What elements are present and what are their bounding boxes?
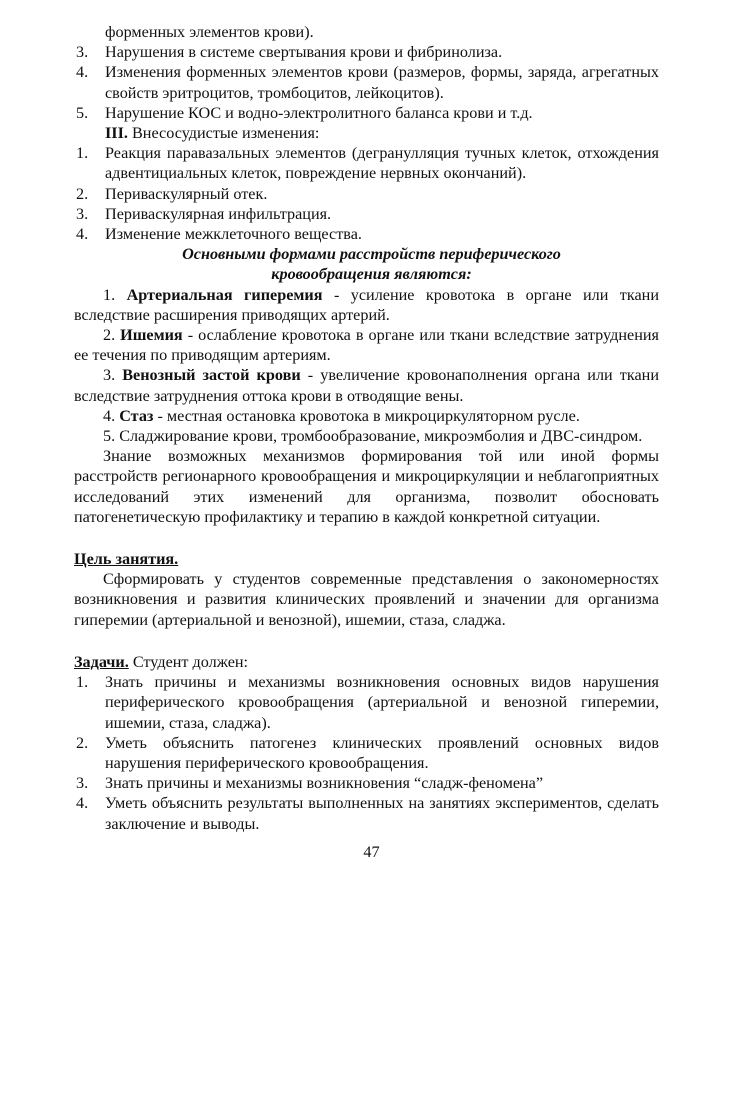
roman-numeral: III.: [105, 124, 128, 143]
list-item: [74, 62, 659, 102]
list-number: 1.: [76, 673, 89, 692]
list-number: 1.: [76, 144, 89, 163]
continuation-line: форменных элементов крови).: [105, 23, 314, 41]
list-item: [74, 224, 659, 244]
form-number: 3.: [103, 366, 116, 385]
list-text: Периваскулярная инфильтрация.: [105, 204, 332, 223]
task-text: Знать причины и механизмы возникновения основных видов нарушения периферического кровообращения (артериальной и венозной гиперемии, ишемии, стаза, сладжа).: [105, 673, 659, 732]
section-spacer: [74, 630, 659, 652]
list-number: 2.: [76, 733, 89, 752]
document-page: [74, 22, 659, 862]
list-item: [74, 103, 659, 123]
form-number: 5.: [103, 427, 116, 446]
form-definition: - местная остановка кровотока в микроциркуляторном русле.: [153, 406, 580, 425]
list-number: 4.: [76, 794, 89, 813]
list-number: 3.: [76, 774, 89, 793]
task-text: Знать причины и механизмы возникновения “сладж-феномена”: [105, 774, 544, 793]
list-number: 2.: [76, 184, 89, 203]
list-number: 3.: [76, 204, 89, 223]
list-text: Изменение межклеточного вещества.: [105, 225, 362, 244]
extravascular-heading: [74, 123, 659, 143]
list-item: [74, 184, 659, 204]
form-definition: - усиление кровотока в органе или ткани вследствие расширения приводящих артерий.: [74, 285, 659, 324]
knowledge-paragraph: Знание возможных механизмов формирования той или иной формы расстройств регионарного кровообращения и микроциркуляции и неблагоприятных исследований этих изменений для организма, позволит обосновать патогенетическую профилактику и терапию в каждой конкретной ситуации.: [74, 447, 659, 526]
form-definition: - ослабление кровотока в органе или ткани вследствие затруднения ее течения по приводящим артериям.: [74, 326, 659, 365]
list-item: [74, 42, 659, 62]
task-item: [74, 733, 659, 773]
form-term: Венозный застой крови: [122, 366, 301, 385]
tasks-intro: Студент должен:: [128, 652, 249, 671]
tasks-title: Задачи.: [74, 652, 129, 671]
form-paragraph: [74, 365, 659, 405]
list-text: Нарушения в системе свертывания крови и фибринолиза.: [105, 43, 503, 62]
form-paragraph: [74, 285, 659, 325]
tasks-heading: [74, 652, 659, 672]
section-spacer: [74, 527, 659, 549]
task-text: Уметь объяснить патогенез клинических проявлений основных видов нарушения периферического кровообращения.: [105, 733, 659, 772]
form-term: Стаз: [119, 406, 154, 425]
form-paragraph: [74, 426, 659, 446]
form-term: Артериальная гиперемия: [126, 285, 323, 304]
forms-heading-line: кровообращения являются:: [271, 265, 472, 284]
forms-heading: [74, 244, 659, 284]
list-item: [74, 204, 659, 224]
list-number: 4.: [76, 225, 89, 244]
forms-heading-line: Основными формами расстройств периферического: [182, 245, 561, 264]
goal-paragraph: Сформировать у студентов современные представления о закономерностях возникновения и развития клинических проявлений и значении для организма гиперемии (артериальной и венозной), ишемии, стаза, сладжа.: [74, 570, 659, 629]
list-number: 3.: [76, 43, 89, 62]
goal-title: Цель занятия.: [74, 550, 179, 569]
form-definition: - увеличение кровонаполнения органа или ткани вследствие затруднения оттока крови в отводящие вены.: [74, 366, 660, 405]
extravascular-title: Внесосудистые изменения:: [132, 124, 320, 143]
form-paragraph: [74, 325, 659, 365]
task-text: Уметь объяснить результаты выполненных на занятиях экспериментов, сделать заключение и выводы.: [105, 794, 659, 833]
form-definition: Сладжирование крови, тромбообразование, микроэмболия и ДВС-синдром.: [119, 427, 643, 446]
form-number: 4.: [103, 406, 116, 425]
task-item: [74, 773, 659, 793]
form-paragraph: [74, 406, 659, 426]
form-term: Ишемия: [120, 326, 183, 345]
list-text: Периваскулярный отек.: [105, 184, 268, 203]
list-number: 4.: [76, 63, 89, 82]
list-number: 5.: [76, 103, 89, 122]
list-text: Изменения форменных элементов крови (размеров, формы, заряда, агрегатных свойств эритроцитов, тромбоцитов, лейкоцитов).: [105, 63, 659, 102]
list-item: [74, 143, 659, 183]
task-item: [74, 793, 659, 833]
form-number: 2.: [103, 326, 116, 345]
task-item: [74, 672, 659, 733]
list-text: Нарушение КОС и водно-электролитного баланса крови и т.д.: [105, 103, 533, 122]
list-text: Реакция паравазальных элементов (дегранулляция тучных клеток, отхождения адвентициальных клеток, повреждение нервных окончаний).: [105, 144, 659, 183]
page-number: 47: [363, 842, 380, 861]
form-number: 1.: [103, 285, 116, 304]
